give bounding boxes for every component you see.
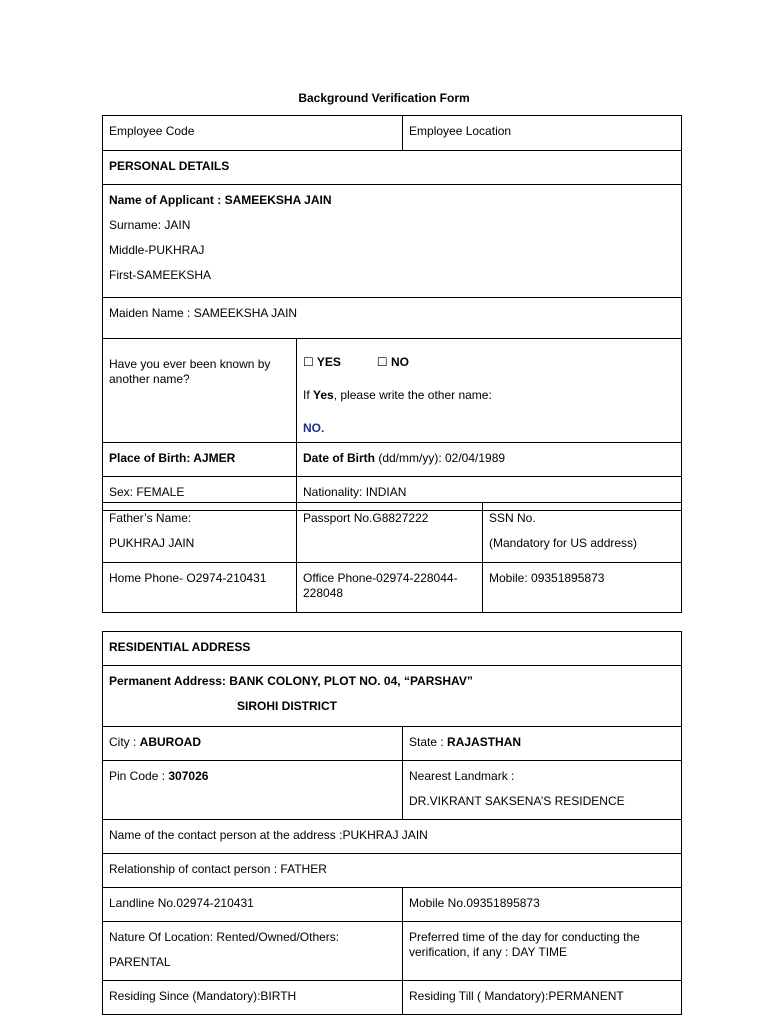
- other-name-answer-cell: [297, 339, 682, 443]
- ssn-note: (Mandatory for US address): [489, 536, 638, 550]
- prompt-rest: , please write the other name:: [333, 388, 492, 402]
- contact-person: Name of the contact person at the address :PUKHRAJ JAIN: [103, 820, 682, 854]
- contact-details-table: [102, 502, 682, 613]
- pin-code-label: Pin Code :: [109, 769, 169, 783]
- nature-of-location-label: Nature Of Location: Rented/Owned/Others:: [109, 930, 340, 944]
- permanent-address-cell: [103, 666, 682, 727]
- ssn-cell: [483, 503, 682, 563]
- dob-label: Date of Birth: [303, 451, 375, 465]
- residing-since: Residing Since (Mandatory):BIRTH: [103, 981, 403, 1015]
- other-name-prompt: [303, 388, 675, 403]
- prompt-if: If: [303, 388, 314, 402]
- ssn-label: SSN No.: [489, 511, 536, 525]
- office-phone: Office Phone-02974-228044-228048: [297, 563, 483, 613]
- surname: Surname: JAIN: [109, 218, 191, 232]
- home-phone: Home Phone- O2974-210431: [103, 563, 297, 613]
- personal-details-heading: PERSONAL DETAILS: [103, 151, 682, 185]
- city-value: ABUROAD: [139, 735, 202, 749]
- landline-number: Landline No.02974-210431: [103, 888, 403, 922]
- sex: Sex: FEMALE: [103, 477, 297, 511]
- nationality: Nationality: INDIAN: [297, 477, 682, 511]
- state-label: State :: [409, 735, 448, 749]
- preferred-time: Preferred time of the day for conducting the verification, if any : DAY TIME: [403, 922, 682, 981]
- father-name-cell: [103, 503, 297, 563]
- state-value: RAJASTHAN: [447, 735, 522, 749]
- other-name-value: NO.: [303, 421, 325, 435]
- passport-number: Passport No.G8827222: [297, 503, 483, 563]
- employee-code-cell: [103, 116, 403, 151]
- residential-address-table: [102, 631, 682, 1015]
- landmark-cell: [403, 761, 682, 820]
- prompt-yes: Yes: [313, 388, 334, 402]
- employee-code-label: Employee Code: [109, 124, 195, 138]
- middle-name: Middle-PUKHRAJ: [109, 243, 205, 257]
- residing-till: Residing Till ( Mandatory):PERMANENT: [403, 981, 682, 1015]
- mobile-number: Mobile: 09351895873: [483, 563, 682, 613]
- father-name-value: PUKHRAJ JAIN: [109, 536, 195, 550]
- applicant-name-line: [109, 193, 675, 208]
- employee-location-label: Employee Location: [409, 124, 512, 138]
- no-checkbox[interactable]: ☐ NO: [376, 355, 409, 369]
- applicant-name-value: SAMEEKSHA JAIN: [224, 193, 332, 207]
- father-name-label: Father’s Name:: [109, 511, 192, 525]
- residence-mobile-number: Mobile No.09351895873: [403, 888, 682, 922]
- city-cell: [103, 727, 403, 761]
- form-title: Background Verification Form: [298, 91, 470, 105]
- yes-checkbox[interactable]: ☐ YES: [303, 355, 341, 369]
- first-name: First-SAMEEKSHA: [109, 268, 212, 282]
- nature-of-location-value: PARENTAL: [109, 955, 171, 969]
- applicant-name-cell: [103, 185, 682, 298]
- district: SIROHI DISTRICT: [237, 699, 338, 713]
- date-of-birth-cell: [297, 443, 682, 477]
- known-by-other-name-question: Have you ever been known by another name?: [103, 339, 297, 443]
- employee-location-cell: [403, 116, 682, 151]
- applicant-name-label: Name of Applicant :: [109, 193, 225, 207]
- nature-of-location-cell: [103, 922, 403, 981]
- dob-value: (dd/mm/yy): 02/04/1989: [375, 451, 506, 465]
- yes-no-options: [303, 355, 675, 370]
- pin-code-value: 307026: [168, 769, 209, 783]
- permanent-address: Permanent Address: BANK COLONY, PLOT NO. 04, “PARSHAV”: [109, 674, 473, 688]
- personal-details-table: [102, 115, 682, 511]
- residential-address-heading: RESIDENTIAL ADDRESS: [103, 632, 682, 666]
- landmark-value: DR.VIKRANT SAKSENA’S RESIDENCE: [409, 794, 625, 808]
- landmark-label: Nearest Landmark :: [409, 769, 515, 783]
- place-of-birth: Place of Birth: AJMER: [103, 443, 297, 477]
- state-cell: [403, 727, 682, 761]
- city-label: City :: [109, 735, 140, 749]
- contact-relationship: Relationship of contact person : FATHER: [103, 854, 682, 888]
- pin-code-cell: [103, 761, 403, 820]
- maiden-name: Maiden Name : SAMEEKSHA JAIN: [103, 298, 682, 339]
